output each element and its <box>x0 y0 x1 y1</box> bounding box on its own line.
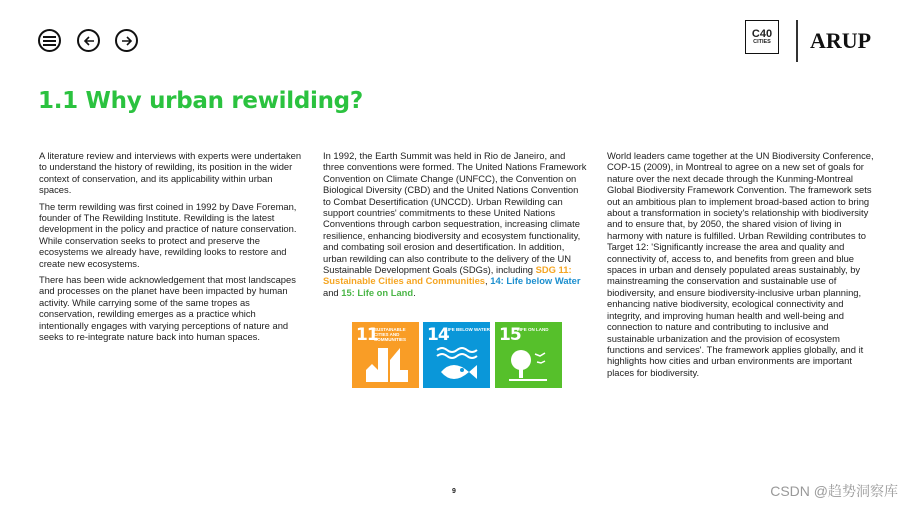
separator: , <box>485 275 491 287</box>
paragraph: World leaders came together at the UN Biodiversity Conference, COP-15 (2009), in Montreal to agree on a new set of goals for nature over the next decade through the Kunming-Montreal Global Biodiversity Framework Convention. The framework sets out an ambitious plan to implement broad-based action to bring about a transformation in society's relationship with biodiversity and to ensure that, by 2050, the shared vision of living in harmony with nature is fulfilled. Urban Rewilding contributes to Target 12: 'Significantly increase the area and quality and connectivity of, access to, and benefits from green and blue spaces in urban and densely populated areas sustainably, by mainstreaming the conservation and sustainable use of biodiversity, and ensure biodiversity-inclusive urban planning, enhancing native biodiversity, ecological connectivity and integrity, and improving human health and well-being and connection to nature and contributing to inclusive and sustainable urbanization and the provision of ecosystem functions and services'. The framework applies globally, and it highlights how cities and urban environments are important places for biodiversity. <box>607 150 874 378</box>
c40-cities-logo <box>745 20 779 54</box>
back-button[interactable] <box>77 29 100 52</box>
city-buildings-icon <box>364 346 408 384</box>
tile-label: SUSTAINABLE CITIES AND COMMUNITIES <box>374 327 406 342</box>
sdg-14-tile <box>423 322 490 388</box>
menu-button[interactable] <box>38 29 61 52</box>
sdg-11-tile <box>352 322 419 388</box>
c40-logo-text: C40 <box>751 27 773 40</box>
column-1 <box>39 150 307 348</box>
paragraph-text: In 1992, the Earth Summit was held in Rio de Janeiro, and three conventions were formed. The United Nations Framework Convention on Climate Change (UNFCC), the Convention on Biological Diversity (CBD) and the United Nations Convention to Combat Desertification (UNCCD). Urban Rewilding can support countries' commitments to these United Nations Conventions through carbon sequestration, increasing climate resilience, enhancing biodiversity and ecosystem functionality, and combating soil erosion and desertification. In addition, urban rewilding can also contribute to the delivery of the UN Sustainable Development Goals (SDGs), including <box>323 150 587 276</box>
menu-icon <box>43 36 56 46</box>
tile-label: LIFE BELOW WATER <box>445 327 490 332</box>
arrow-left-icon <box>83 36 95 46</box>
arrow-right-icon <box>121 36 133 46</box>
fish-waves-icon <box>435 346 479 384</box>
c40-logo-subtext: CITIES <box>753 38 771 45</box>
paragraph: A literature review and interviews with experts were undertaken to understand the history of rewilding, its position in the wider context of conservation, and its applicability within urban spaces. <box>39 150 302 196</box>
sdg15-link: 15: Life on Land <box>341 286 414 298</box>
tile-label: LIFE ON LAND <box>517 327 549 332</box>
tile-number: 14 <box>427 325 449 345</box>
sdg11-link: SDG 11: Sustainable Cities and Communities <box>323 264 572 287</box>
arup-logo: ARUP <box>810 28 872 53</box>
sdg14-link: 14: Life below Water <box>490 275 581 287</box>
column-2 <box>323 150 588 303</box>
tile-number: 15 <box>499 325 521 345</box>
paragraph <box>323 150 588 298</box>
logo-divider <box>796 20 798 62</box>
forward-button[interactable] <box>115 29 138 52</box>
page-title: 1.1 Why urban rewilding? <box>38 88 363 114</box>
tile-number: 11 <box>356 325 378 345</box>
separator: and <box>323 286 342 298</box>
column-3 <box>607 150 877 383</box>
page-number: 9 <box>452 488 456 495</box>
paragraph: There has been wide acknowledgement that most landscapes and processes on the planet have been impacted by human activity. While carrying some of the same tropes as conservation, rewilding emerges as a practice which intentionally engages with varying perceptions of nature and seeks to re-integrate nature back into human spaces. <box>39 274 296 343</box>
sdg-15-tile <box>495 322 562 388</box>
separator: . <box>413 286 416 298</box>
tree-birds-icon <box>507 346 551 384</box>
watermark: CSDN @趋势洞察库 <box>770 483 898 499</box>
paragraph: The term rewilding was first coined in 1992 by Dave Foreman, founder of The Rewilding Institute. Rewilding is the latest development in the policy and practice of nature conservation. While conservation seeks to protect and preserve the ecosystems we already have, rewilding looks to restore and create new ecosystems. <box>39 200 297 269</box>
